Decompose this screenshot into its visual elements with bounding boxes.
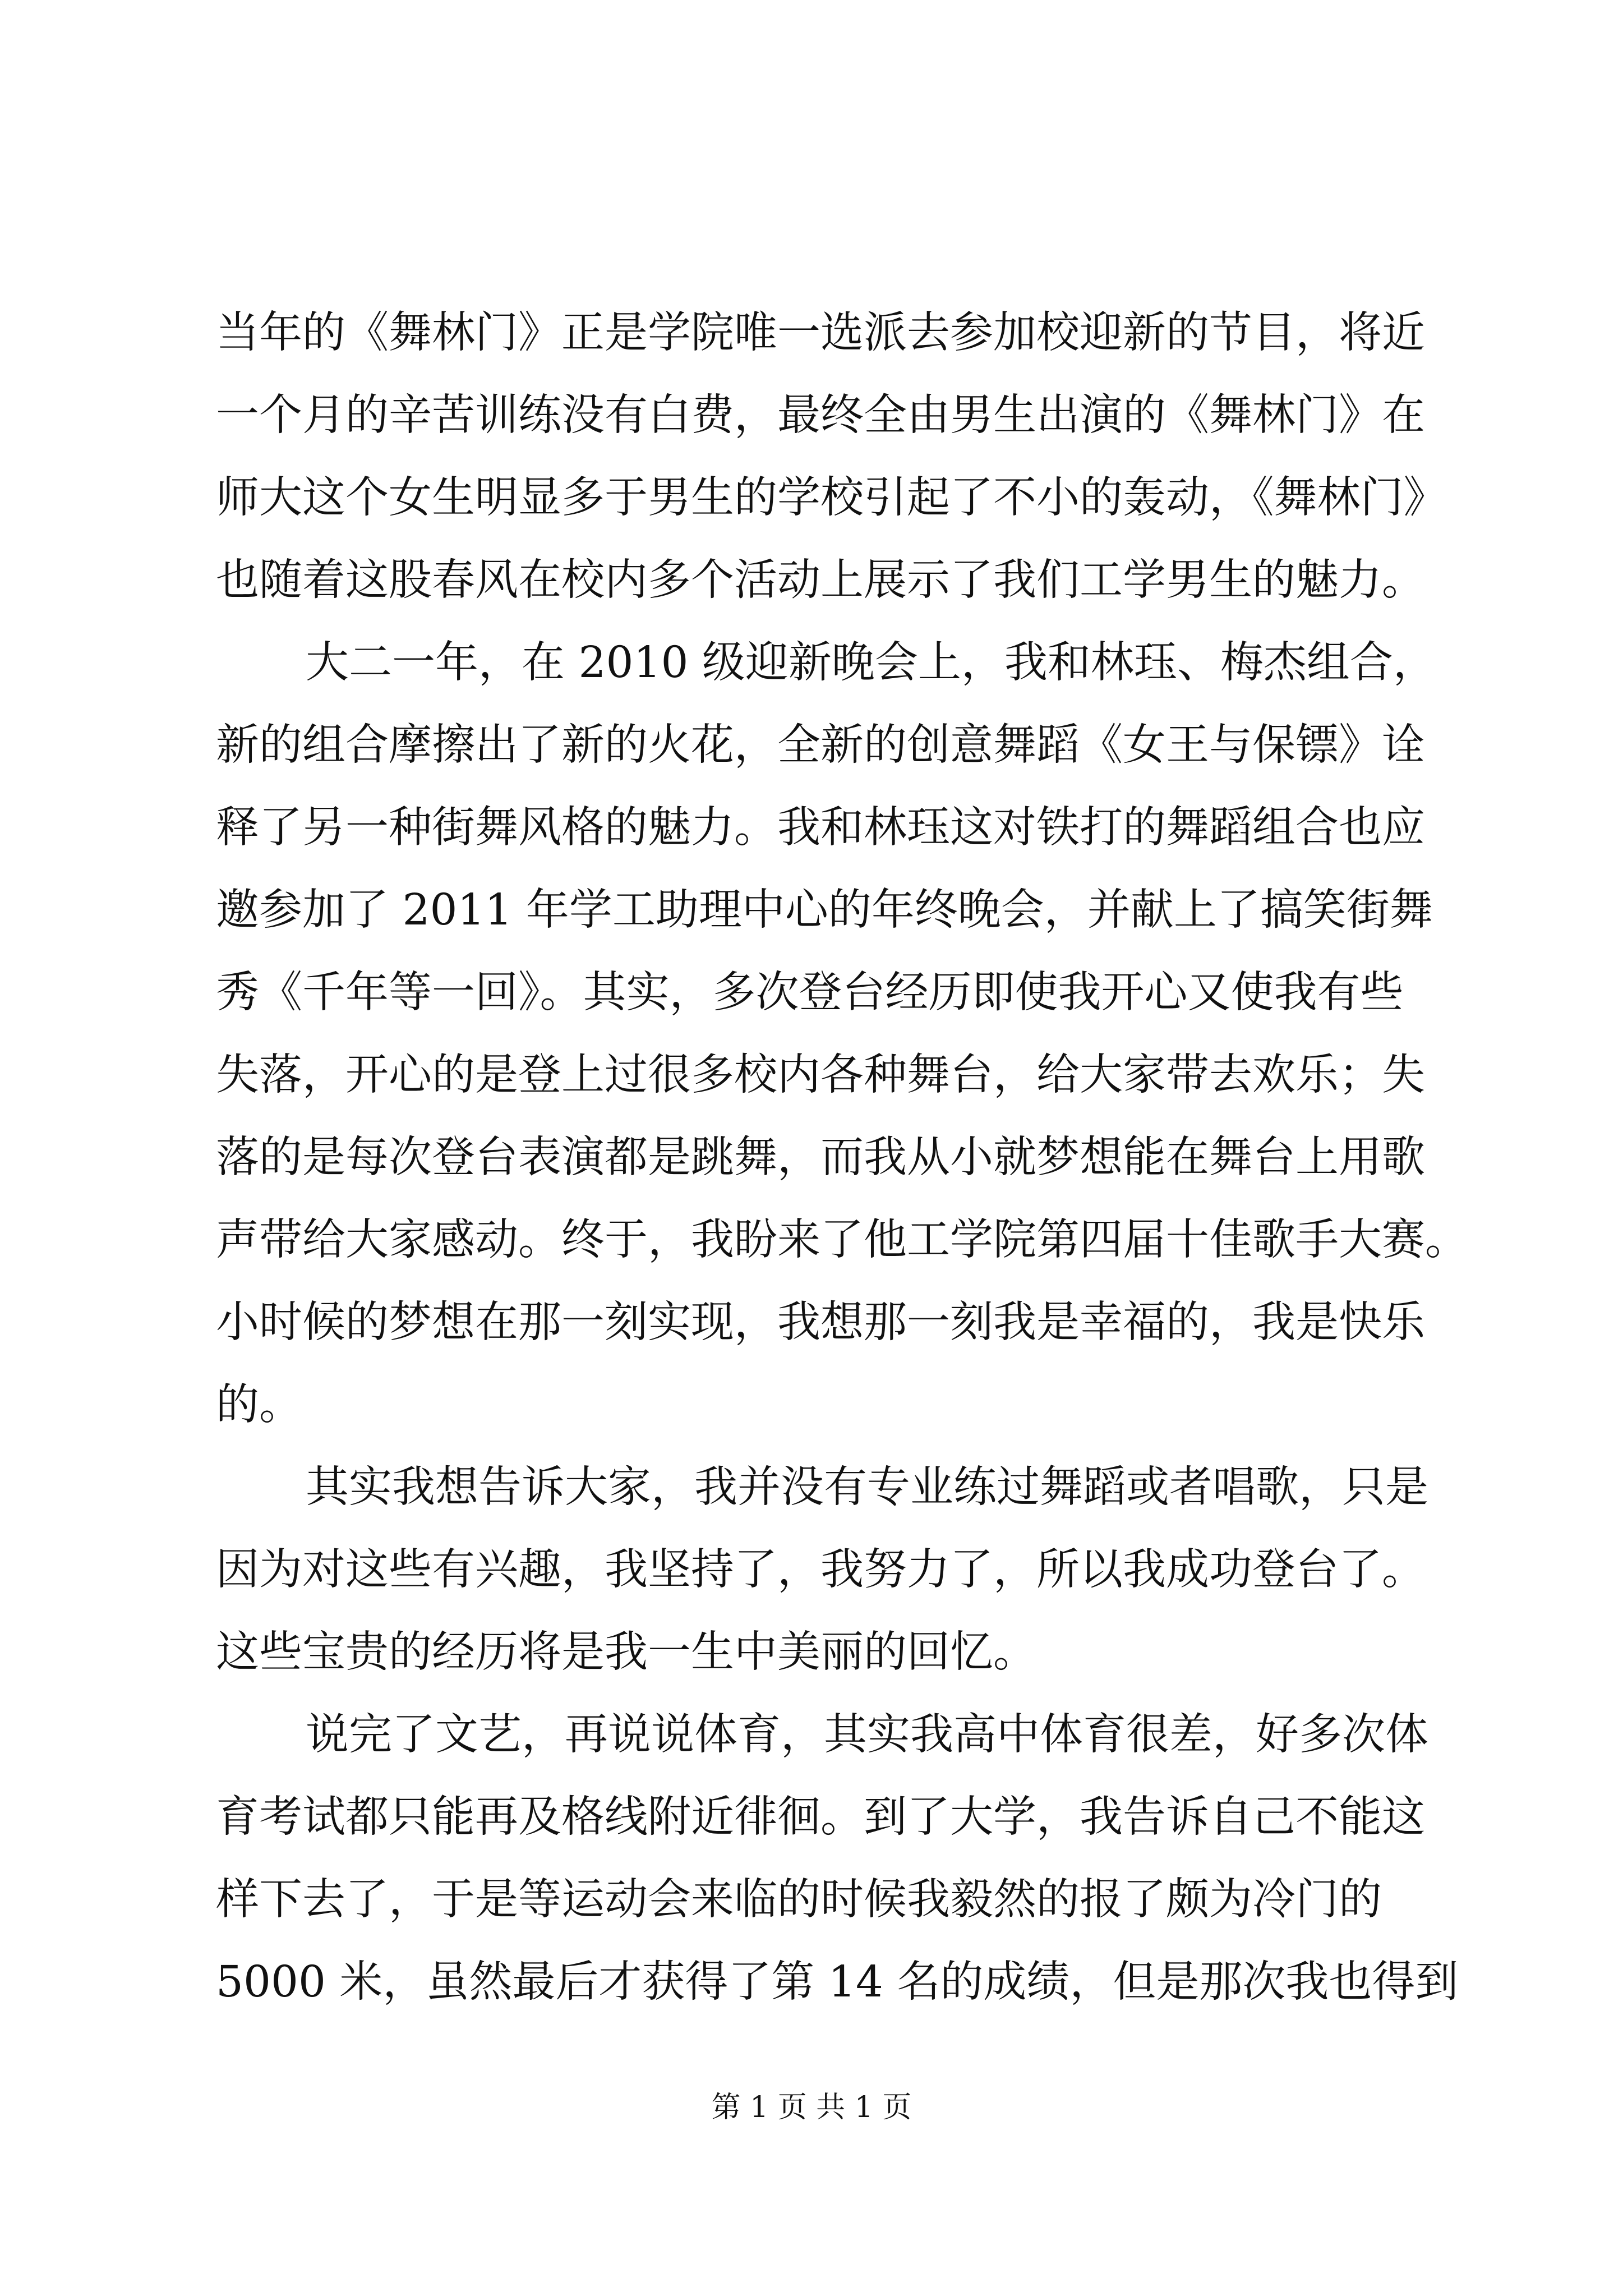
text-line: 这些宝贵的经历将是我一生中美丽的回忆。: [216, 1627, 1036, 1677]
text-line: 新的组合摩擦出了新的火花，全新的创意舞蹈《女王与保镖》诠: [216, 720, 1425, 770]
text-line: 样下去了，于是等运动会来临的时候我毅然的报了颇为冷门的: [216, 1875, 1382, 1925]
page-footer: 第 1 页 共 1 页: [711, 2091, 912, 2124]
text-line: 当年的《舞林门》正是学院唯一选派去参加校迎新的节目，将近: [216, 308, 1425, 358]
text-line: 大二一年，在 2010 级迎新晚会上，我和林珏、梅杰组合，: [306, 638, 1436, 688]
text-line: 小时候的梦想在那一刻实现，我想那一刻我是幸福的，我是快乐: [216, 1297, 1425, 1347]
text-line: 落的是每次登台表演都是跳舞，而我从小就梦想能在舞台上用歌: [216, 1133, 1425, 1182]
text-line: 也随着这股春风在校内多个活动上展示了我们工学男生的魅力。: [216, 555, 1425, 605]
text-line: 的。: [216, 1380, 302, 1430]
text-line: 邀参加了 2011 年学工助理中心的年终晚会，并献上了搞笑街舞: [216, 885, 1433, 935]
text-line: 育考试都只能再及格线附近徘徊。到了大学，我告诉自己不能这: [216, 1792, 1425, 1842]
text-line: 其实我想告诉大家，我并没有专业练过舞蹈或者唱歌，只是: [306, 1462, 1428, 1512]
text-line: 一个月的辛苦训练没有白费，最终全由男生出演的《舞林门》在: [216, 390, 1425, 440]
text-line: 释了另一种街舞风格的魅力。我和林珏这对铁打的舞蹈组合也应: [216, 803, 1425, 853]
body-text: [216, 292, 1468, 2023]
text-line: 失落，开心的是登上过很多校内各种舞台，给大家带去欢乐；失: [216, 1050, 1425, 1100]
text-line: 秀《千年等一回》。其实，多次登台经历即使我开心又使我有些: [216, 968, 1404, 1018]
text-line: 5000 米，虽然最后才获得了第 14 名的成绩，但是那次我也得到: [216, 1957, 1459, 2007]
text-line: 说完了文艺，再说说体育，其实我高中体育很差，好多次体: [306, 1710, 1428, 1760]
text-line: 因为对这些有兴趣，我坚持了，我努力了，所以我成功登台了。: [216, 1545, 1425, 1595]
text-line: 声带给大家感动。终于，我盼来了他工学院第四届十佳歌手大赛。: [216, 1215, 1468, 1265]
text-line: 师大这个女生明显多于男生的学校引起了不小的轰动，《舞林门》: [216, 473, 1447, 523]
